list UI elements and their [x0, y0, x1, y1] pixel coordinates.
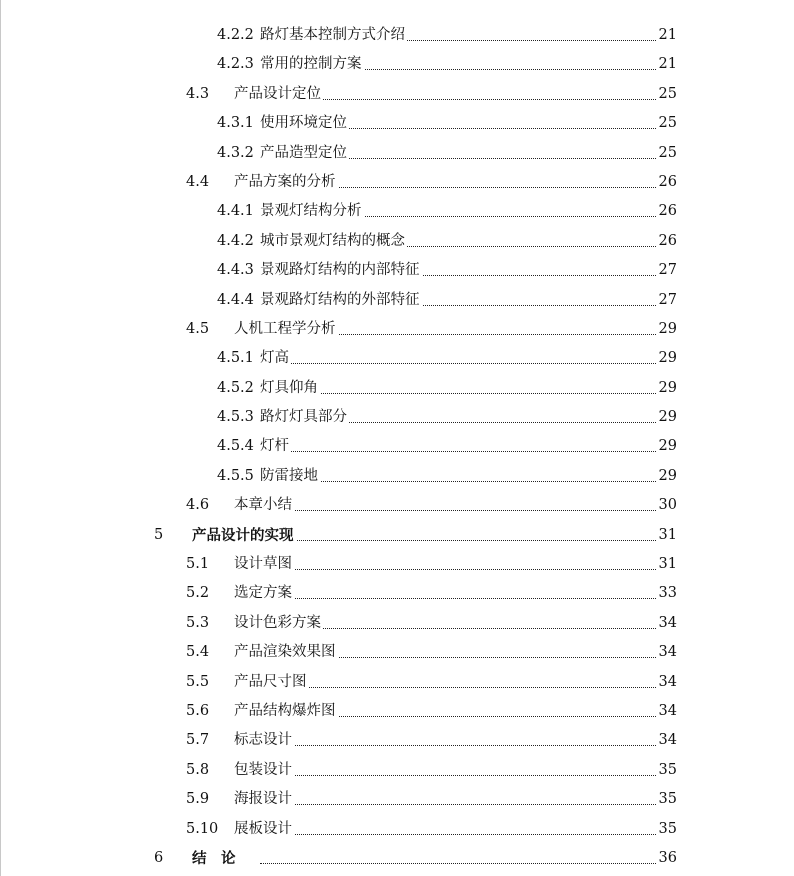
dot-leader: [260, 393, 664, 394]
toc-entry-title: 景观路灯结构的外部特征: [260, 286, 422, 315]
dot-leader: [260, 481, 664, 482]
toc-entry-page: 36: [657, 844, 677, 873]
toc-entry-number: 5.1: [186, 556, 210, 573]
toc-entry-title: 路灯基本控制方式介绍: [260, 21, 407, 50]
toc-entry-title: 本章小结: [234, 491, 294, 520]
toc-entry-title: 常用的控制方案: [260, 50, 364, 79]
toc-entry-page: 34: [657, 638, 677, 667]
toc-entry-page: 35: [657, 756, 677, 785]
toc-entry-number: 4.2.2: [217, 27, 254, 43]
toc-entry[interactable]: [0, 344, 794, 373]
toc-entry[interactable]: [0, 227, 794, 256]
toc-entry-number: 4.3: [186, 85, 210, 102]
toc-entry[interactable]: [0, 668, 794, 697]
toc-entry-page: 34: [657, 726, 677, 755]
toc-entry-page: 29: [657, 374, 677, 403]
toc-entry[interactable]: [0, 726, 794, 755]
dot-leader: [260, 834, 664, 835]
toc-entry[interactable]: [0, 374, 794, 403]
toc-entry-title: 灯具仰角: [260, 374, 320, 403]
toc-entry-number: 4.5: [186, 320, 210, 337]
toc-entry[interactable]: [0, 638, 794, 667]
toc-entry-page: 30: [657, 491, 677, 520]
toc-entry-page: 25: [657, 139, 677, 168]
toc-chapter-title: 结 论: [192, 844, 238, 873]
toc-entry-page: 27: [657, 286, 677, 315]
dot-leader: [260, 510, 664, 511]
toc-entry[interactable]: [0, 697, 794, 726]
toc-entry-title: 灯杆: [260, 432, 291, 461]
dot-leader: [260, 687, 664, 688]
toc-entry[interactable]: [0, 168, 794, 197]
toc-entry-number: 4.4.2: [217, 232, 254, 249]
toc-entry-number: 5.4: [186, 644, 210, 661]
toc-entry[interactable]: [0, 139, 794, 168]
toc-entry-number: 5.9: [186, 791, 210, 808]
toc-entry-page: 21: [657, 50, 677, 79]
dot-leader: [260, 775, 664, 776]
toc-entry-title: 使用环境定位: [260, 109, 349, 138]
toc-entry-title: 景观灯结构分析: [260, 197, 364, 226]
toc-entry-page: 27: [657, 256, 677, 285]
toc-entry-title: 展板设计: [234, 815, 294, 844]
toc-entry-number: 5.5: [186, 673, 210, 690]
toc-chapter-title: 产品设计的实现: [192, 521, 296, 550]
toc-entry-number: 4.4.3: [217, 262, 254, 279]
toc-entry[interactable]: [0, 21, 794, 50]
toc-entry-title: 产品渲染效果图: [234, 638, 338, 667]
toc-entry-number: 4.5.1: [217, 350, 254, 367]
toc-entry-number: 4.5.4: [217, 438, 254, 455]
toc-entry-title: 产品尺寸图: [234, 668, 309, 697]
toc-entry-number: 5.3: [186, 614, 210, 631]
toc-chapter-entry[interactable]: [0, 521, 794, 550]
toc-entry-title: 防雷接地: [260, 462, 320, 491]
toc-entry[interactable]: [0, 256, 794, 285]
toc-chapter-entry[interactable]: [0, 844, 794, 873]
toc-entry-number: 4.3.1: [217, 115, 254, 132]
dot-leader: [260, 451, 664, 452]
toc-entry-title: 城市景观灯结构的概念: [260, 227, 407, 256]
toc-entry-number: 4.5.2: [217, 379, 254, 396]
toc-entry-title: 海报设计: [234, 785, 294, 814]
toc-entry[interactable]: [0, 403, 794, 432]
toc-entry-number: 4.2.3: [217, 56, 254, 73]
toc-entry-page: 29: [657, 403, 677, 432]
toc-entry[interactable]: [0, 432, 794, 461]
dot-leader: [260, 540, 664, 541]
toc-entry-page: 31: [657, 550, 677, 579]
toc-entry-number: 4.3.2: [217, 144, 254, 161]
toc-entry-page: 34: [657, 609, 677, 638]
toc-entry[interactable]: [0, 286, 794, 315]
toc-entry-number: 5.7: [186, 732, 210, 749]
toc-entry-title: 景观路灯结构的内部特征: [260, 256, 422, 285]
toc-entry-page: 25: [657, 80, 677, 109]
toc-entry[interactable]: [0, 609, 794, 638]
toc-entry-number: 5.2: [186, 585, 210, 602]
toc-entry-page: 25: [657, 109, 677, 138]
toc-entry-page: 26: [657, 168, 677, 197]
dot-leader: [260, 363, 664, 364]
table-of-contents: [0, 21, 794, 873]
toc-entry-page: 35: [657, 815, 677, 844]
toc-entry[interactable]: [0, 491, 794, 520]
toc-entry-number: 5.8: [186, 761, 210, 778]
toc-entry-title: 包装设计: [234, 756, 294, 785]
toc-entry-number: 4.4.1: [217, 203, 254, 220]
dot-leader: [260, 745, 664, 746]
toc-entry[interactable]: [0, 315, 794, 344]
toc-entry[interactable]: [0, 462, 794, 491]
toc-entry-page: 33: [657, 579, 677, 608]
toc-entry-title: 产品方案的分析: [234, 168, 338, 197]
toc-entry-title: 灯高: [260, 344, 291, 373]
toc-entry-title: 标志设计: [234, 726, 294, 755]
toc-entry[interactable]: [0, 109, 794, 138]
toc-entry[interactable]: [0, 815, 794, 844]
toc-entry-page: 29: [657, 432, 677, 461]
toc-entry-title: 产品造型定位: [260, 139, 349, 168]
toc-entry-page: 29: [657, 315, 677, 344]
toc-entry-number: 4.5.3: [217, 409, 254, 426]
toc-entry-number: 5.10: [186, 820, 219, 837]
toc-entry-number: 4.6: [186, 497, 210, 514]
toc-entry[interactable]: [0, 197, 794, 226]
toc-entry-title: 路灯灯具部分: [260, 403, 349, 432]
toc-entry-title: 设计色彩方案: [234, 609, 323, 638]
toc-entry[interactable]: [0, 785, 794, 814]
dot-leader: [260, 569, 664, 570]
toc-entry-page: 31: [657, 521, 677, 550]
toc-entry-page: 26: [657, 197, 677, 226]
toc-entry-page: 21: [657, 21, 677, 50]
toc-entry-title: 选定方案: [234, 579, 294, 608]
toc-entry-number: 5.6: [186, 702, 210, 719]
toc-entry-page: 29: [657, 462, 677, 491]
toc-entry-page: 34: [657, 697, 677, 726]
toc-entry-page: 35: [657, 785, 677, 814]
toc-entry-page: 26: [657, 227, 677, 256]
toc-entry-title: 设计草图: [234, 550, 294, 579]
toc-entry-title: 人机工程学分析: [234, 315, 338, 344]
toc-entry-title: 产品设计定位: [234, 80, 323, 109]
toc-entry-number: 4.4: [186, 173, 210, 190]
dot-leader: [260, 804, 664, 805]
toc-entry[interactable]: [0, 756, 794, 785]
toc-entry-number: 4.4.4: [217, 291, 254, 308]
toc-entry[interactable]: [0, 80, 794, 109]
dot-leader: [260, 863, 664, 864]
toc-entry-page: 29: [657, 344, 677, 373]
toc-chapter-number: 6: [154, 849, 164, 866]
toc-entry[interactable]: [0, 550, 794, 579]
toc-entry[interactable]: [0, 50, 794, 79]
toc-entry-number: 4.5.5: [217, 467, 254, 484]
toc-entry[interactable]: [0, 579, 794, 608]
toc-entry-title: 产品结构爆炸图: [234, 697, 338, 726]
toc-entry-page: 34: [657, 668, 677, 697]
dot-leader: [260, 598, 664, 599]
toc-chapter-number: 5: [154, 526, 164, 543]
